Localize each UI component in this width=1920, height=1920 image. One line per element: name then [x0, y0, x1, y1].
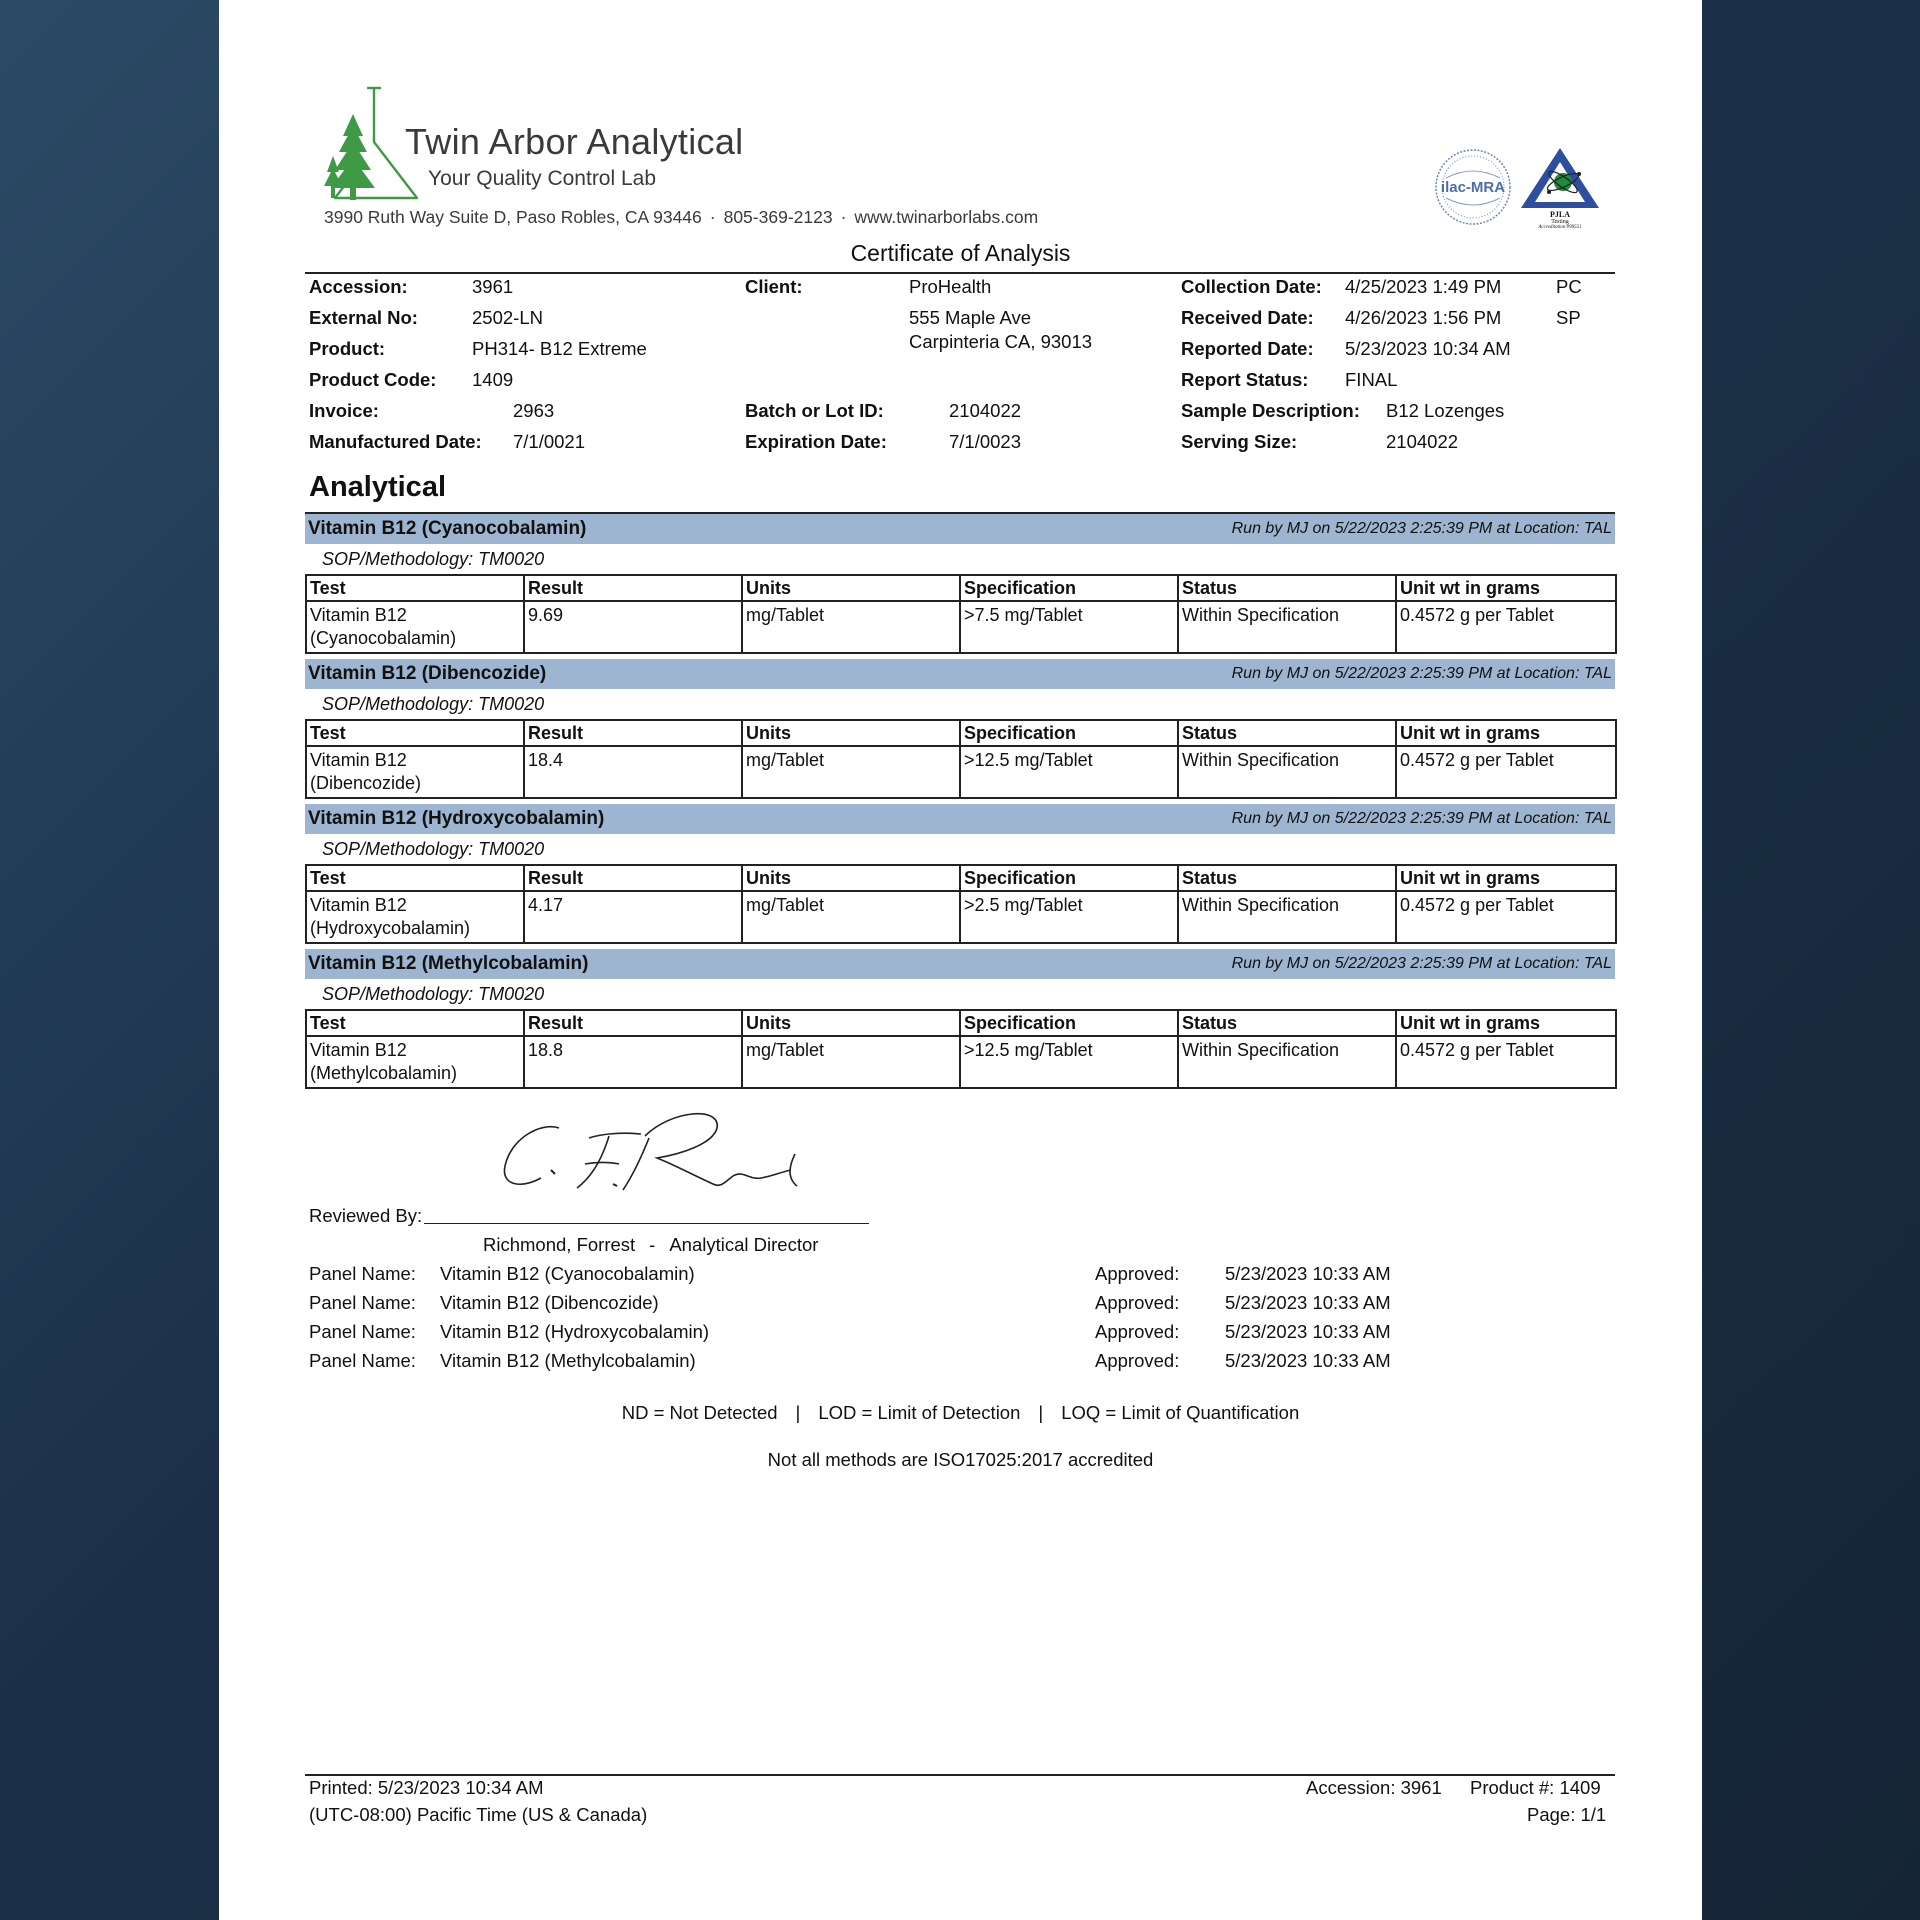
col-status: Status: [1178, 1010, 1396, 1036]
timezone: (UTC-08:00) Pacific Time (US & Canada): [309, 1804, 648, 1825]
lab-tagline: Your Quality Control Lab: [428, 167, 657, 190]
pjla-logo: [1519, 146, 1601, 238]
panel-name: Vitamin B12 (Hydroxycobalamin): [308, 808, 605, 829]
col-specification: Specification: [960, 1010, 1178, 1036]
test-cell: [306, 891, 524, 943]
col-result: Result: [524, 575, 742, 601]
approval-date: 5/23/2023 10:33 AM: [1225, 1263, 1391, 1284]
panel-header: [305, 949, 1615, 979]
lab-phone: 805-369-2123: [723, 207, 833, 227]
pjla-accreditation: Accreditation #99551: [1538, 225, 1582, 230]
test-name-line2: (Hydroxycobalamin): [310, 918, 471, 938]
col-unit-wt: Unit wt in grams: [1396, 1010, 1616, 1036]
external-label: External No:: [309, 307, 418, 328]
result-cell: 9.69: [524, 601, 742, 653]
lab-name: Twin Arbor Analytical: [405, 121, 744, 162]
col-status: Status: [1178, 575, 1396, 601]
sample-value: B12 Lozenges: [1386, 400, 1505, 421]
approval-panel-name: Vitamin B12 (Hydroxycobalamin): [440, 1321, 710, 1342]
table-row: [306, 601, 1616, 653]
status-label: Report Status:: [1181, 369, 1309, 390]
status-cell: Within Specification: [1178, 891, 1396, 943]
footer-accession: Accession: 3961: [1306, 1777, 1442, 1798]
received-label: Received Date:: [1181, 307, 1314, 328]
approval-panel-name: Vitamin B12 (Methylcobalamin): [440, 1350, 696, 1371]
collection-initials: PC: [1556, 276, 1582, 297]
test-name-line1: Vitamin B12: [310, 605, 407, 625]
separator-dot: ·: [709, 207, 716, 227]
approval-panel-name: Vitamin B12 (Dibencozide): [440, 1292, 659, 1313]
unit-wt-cell: 0.4572 g per Tablet: [1396, 746, 1616, 798]
pjla-name: PJLA: [1550, 210, 1570, 219]
status-cell: Within Specification: [1178, 746, 1396, 798]
batch-label: Batch or Lot ID:: [745, 400, 884, 421]
approval-label: Approved:: [1095, 1263, 1180, 1284]
test-name-line1: Vitamin B12: [310, 1040, 407, 1060]
units-cell: mg/Tablet: [742, 601, 960, 653]
col-status: Status: [1178, 865, 1396, 891]
table-row: [306, 1036, 1616, 1088]
panel-run-info: Run by MJ on 5/22/2023 2:25:39 PM at Location: TAL: [1231, 955, 1612, 972]
col-specification: Specification: [960, 865, 1178, 891]
results-table: [305, 574, 1617, 654]
serving-value: 2104022: [1386, 431, 1459, 452]
approval-date: 5/23/2023 10:33 AM: [1225, 1350, 1391, 1371]
result-cell: 18.8: [524, 1036, 742, 1088]
table-header-row: [306, 1010, 1616, 1036]
signature-line: [424, 1223, 869, 1224]
ilac-mra-seal-icon: [1434, 148, 1512, 226]
abbreviation-legend: [219, 1402, 1702, 1424]
external-value: 2502-LN: [472, 307, 543, 328]
expiration-value: 7/1/0023: [949, 431, 1022, 452]
lab-address: 3990 Ruth Way Suite D, Paso Robles, CA 93446: [324, 207, 702, 227]
legend-nd: ND = Not Detected: [621, 1402, 778, 1423]
col-units: Units: [742, 1010, 960, 1036]
analytical-heading: Analytical: [309, 471, 446, 503]
unit-wt-cell: 0.4572 g per Tablet: [1396, 891, 1616, 943]
accession-label: Accession:: [309, 276, 408, 297]
spec-cell: >12.5 mg/Tablet: [960, 746, 1178, 798]
approval-date: 5/23/2023 10:33 AM: [1225, 1292, 1391, 1313]
panel-header: [305, 804, 1615, 834]
approval-panel-name: Vitamin B12 (Cyanocobalamin): [440, 1263, 695, 1284]
units-cell: mg/Tablet: [742, 746, 960, 798]
manufactured-label: Manufactured Date:: [309, 431, 482, 452]
product-code-value: 1409: [472, 369, 514, 390]
pjla-sub: Testing: [1551, 219, 1569, 225]
col-test: Test: [306, 1010, 524, 1036]
reviewer-name: Richmond, Forrest: [483, 1234, 636, 1255]
reported-value: 5/23/2023 10:34 AM: [1345, 338, 1511, 359]
collection-value: 4/25/2023 1:49 PM: [1345, 276, 1502, 297]
status-cell: Within Specification: [1178, 1036, 1396, 1088]
iso-note: Not all methods are ISO17025:2017 accredited: [767, 1449, 1154, 1470]
test-name-line2: (Methylcobalamin): [310, 1063, 458, 1083]
accession-value: 3961: [472, 276, 514, 297]
panel-hydroxycobalamin: [305, 804, 1615, 944]
title-divider: [305, 272, 1615, 274]
collection-label: Collection Date:: [1181, 276, 1322, 297]
manufactured-value: 7/1/0021: [513, 431, 586, 452]
unit-wt-cell: 0.4572 g per Tablet: [1396, 601, 1616, 653]
test-name-line1: Vitamin B12: [310, 750, 407, 770]
col-units: Units: [742, 865, 960, 891]
panel-header: [305, 514, 1615, 544]
panel-run-info: Run by MJ on 5/22/2023 2:25:39 PM at Location: TAL: [1231, 665, 1612, 682]
reviewer-info: [483, 1234, 818, 1256]
col-specification: Specification: [960, 575, 1178, 601]
status-cell: Within Specification: [1178, 601, 1396, 653]
result-cell: 18.4: [524, 746, 742, 798]
col-unit-wt: Unit wt in grams: [1396, 575, 1616, 601]
panel-name: Vitamin B12 (Cyanocobalamin): [308, 518, 587, 539]
reviewed-by-label: Reviewed By:: [309, 1205, 423, 1226]
result-cell: 4.17: [524, 891, 742, 943]
sample-label: Sample Description:: [1181, 400, 1360, 421]
legend-loq: LOQ = Limit of Quantification: [1061, 1402, 1300, 1423]
col-specification: Specification: [960, 720, 1178, 746]
spec-cell: >2.5 mg/Tablet: [960, 891, 1178, 943]
sop-methodology: SOP/Methodology: TM0020: [322, 694, 545, 714]
client-address-line1: 555 Maple Ave: [909, 307, 1032, 328]
reviewer-dash: -: [649, 1234, 656, 1255]
client-name: ProHealth: [909, 276, 992, 297]
legend-separator: |: [1038, 1402, 1044, 1423]
spec-cell: >12.5 mg/Tablet: [960, 1036, 1178, 1088]
received-value: 4/26/2023 1:56 PM: [1345, 307, 1502, 328]
units-cell: mg/Tablet: [742, 1036, 960, 1088]
panel-methylcobalamin: [305, 949, 1615, 1089]
document-title: Certificate of Analysis: [850, 240, 1071, 266]
status-value: FINAL: [1345, 369, 1398, 390]
serving-label: Serving Size:: [1181, 431, 1298, 452]
footer-product-number: Product #: 1409: [1470, 1777, 1601, 1798]
approval-row-label: Panel Name:: [309, 1292, 416, 1313]
table-row: [306, 746, 1616, 798]
table-header-row: [306, 865, 1616, 891]
panel-run-info: Run by MJ on 5/22/2023 2:25:39 PM at Location: TAL: [1231, 520, 1612, 537]
col-test: Test: [306, 575, 524, 601]
test-cell: [306, 1036, 524, 1088]
col-result: Result: [524, 720, 742, 746]
col-unit-wt: Unit wt in grams: [1396, 720, 1616, 746]
approval-row-label: Panel Name:: [309, 1350, 416, 1371]
test-cell: [306, 601, 524, 653]
lab-website: www.twinarborlabs.com: [854, 207, 1039, 227]
ilac-text: ilac-MRA: [1440, 179, 1506, 196]
col-result: Result: [524, 1010, 742, 1036]
col-result: Result: [524, 865, 742, 891]
table-header-row: [306, 575, 1616, 601]
col-test: Test: [306, 720, 524, 746]
approval-row-label: Panel Name:: [309, 1263, 416, 1284]
client-label: Client:: [745, 276, 803, 297]
pjla-triangle-icon: [1519, 146, 1601, 212]
panel-name: Vitamin B12 (Methylcobalamin): [308, 953, 589, 974]
col-units: Units: [742, 720, 960, 746]
received-initials: SP: [1556, 307, 1581, 328]
test-name-line2: (Dibencozide): [310, 773, 422, 793]
approval-row-label: Panel Name:: [309, 1321, 416, 1342]
reviewer-role: Analytical Director: [669, 1234, 819, 1255]
panel-run-info: Run by MJ on 5/22/2023 2:25:39 PM at Location: TAL: [1231, 810, 1612, 827]
col-unit-wt: Unit wt in grams: [1396, 865, 1616, 891]
col-units: Units: [742, 575, 960, 601]
panel-header: [305, 659, 1615, 689]
table-row: [306, 891, 1616, 943]
product-code-label: Product Code:: [309, 369, 437, 390]
test-cell: [306, 746, 524, 798]
test-name-line2: (Cyanocobalamin): [310, 628, 457, 648]
results-table: [305, 719, 1617, 799]
product-label: Product:: [309, 338, 386, 359]
invoice-label: Invoice:: [309, 400, 379, 421]
results-table: [305, 1009, 1617, 1089]
sop-methodology: SOP/Methodology: TM0020: [322, 839, 545, 859]
approval-label: Approved:: [1095, 1321, 1180, 1342]
sop-methodology: SOP/Methodology: TM0020: [322, 984, 545, 1004]
page-number: Page: 1/1: [1527, 1804, 1607, 1825]
invoice-value: 2963: [513, 400, 555, 421]
panel-cyanocobalamin: [305, 514, 1615, 654]
product-value: PH314- B12 Extreme: [472, 338, 647, 359]
batch-value: 2104022: [949, 400, 1022, 421]
handwritten-signature: [481, 1108, 821, 1204]
units-cell: mg/Tablet: [742, 891, 960, 943]
approval-label: Approved:: [1095, 1292, 1180, 1313]
col-test: Test: [306, 865, 524, 891]
expiration-label: Expiration Date:: [745, 431, 887, 452]
legend-separator: |: [795, 1402, 801, 1423]
sop-methodology: SOP/Methodology: TM0020: [322, 549, 545, 569]
separator-dot: ·: [840, 207, 847, 227]
panel-dibencozide: [305, 659, 1615, 799]
reported-label: Reported Date:: [1181, 338, 1314, 359]
approval-label: Approved:: [1095, 1350, 1180, 1371]
table-header-row: [306, 720, 1616, 746]
unit-wt-cell: 0.4572 g per Tablet: [1396, 1036, 1616, 1088]
legend-lod: LOD = Limit of Detection: [818, 1402, 1021, 1423]
lab-contact-line: [324, 207, 1038, 228]
footer-divider: [305, 1774, 1615, 1776]
printed-date: Printed: 5/23/2023 10:34 AM: [309, 1777, 544, 1798]
col-status: Status: [1178, 720, 1396, 746]
client-address-line2: Carpinteria CA, 93013: [909, 331, 1093, 352]
approval-date: 5/23/2023 10:33 AM: [1225, 1321, 1391, 1342]
test-name-line1: Vitamin B12: [310, 895, 407, 915]
results-table: [305, 864, 1617, 944]
certificate-page: [219, 0, 1702, 1920]
panel-name: Vitamin B12 (Dibencozide): [308, 663, 547, 684]
spec-cell: >7.5 mg/Tablet: [960, 601, 1178, 653]
